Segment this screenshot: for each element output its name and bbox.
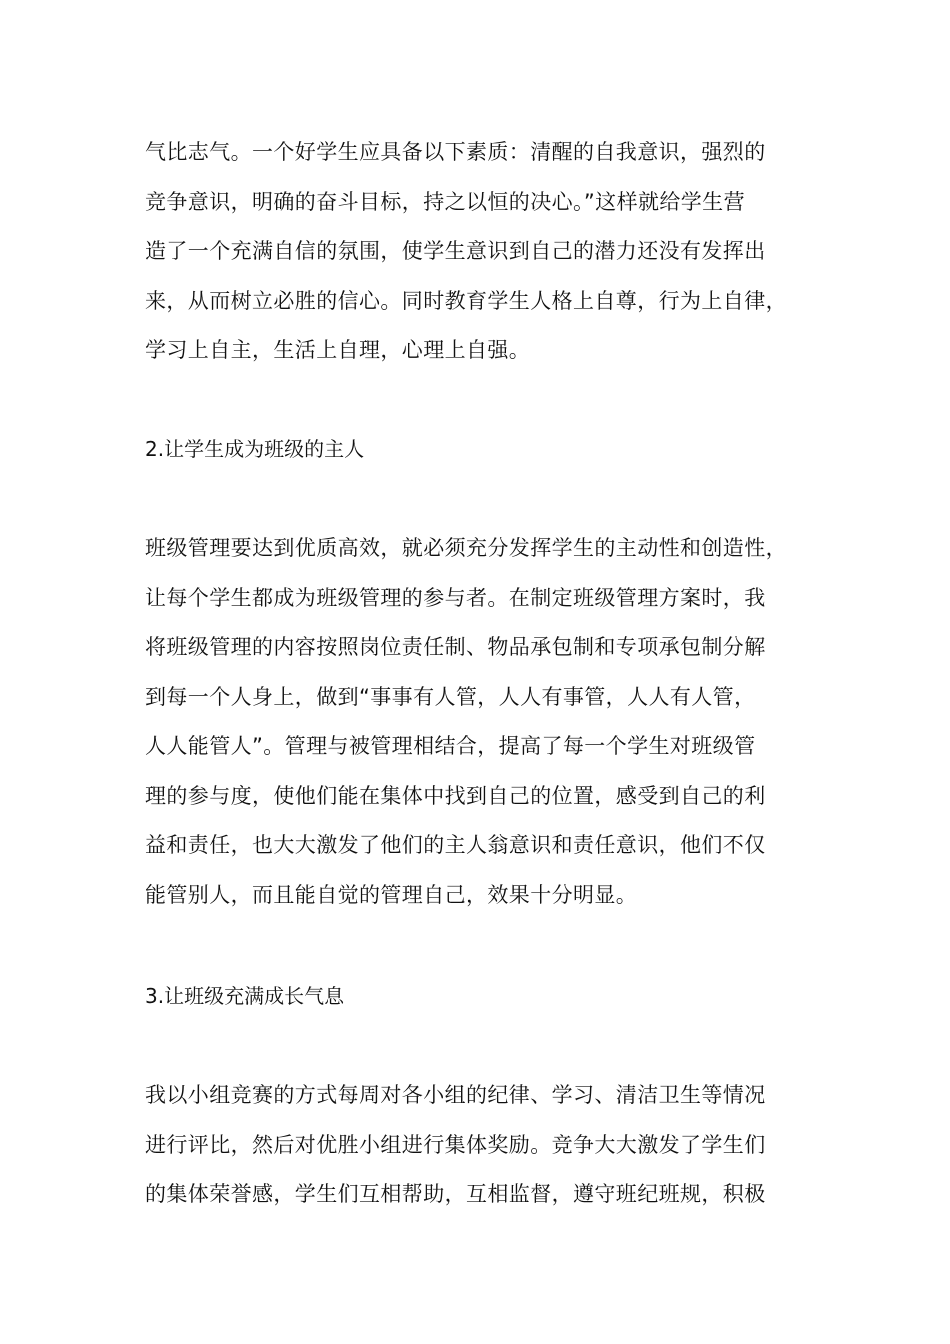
paragraph-line: 我以小组竞赛的方式每周对各小组的纪律、学习、清洁卫生等情况 bbox=[145, 1083, 766, 1107]
paragraph-line: 班级管理要达到优质高效，就必须充分发挥学生的主动性和创造性， bbox=[145, 536, 787, 560]
paragraph-line: 让每个学生都成为班级管理的参与者。在制定班级管理方案时，我 bbox=[145, 585, 766, 610]
paragraph-3 bbox=[145, 1071, 835, 1220]
paragraph-line: 的集体荣誉感，学生们互相帮助，互相监督，遵守班纪班规，积极 bbox=[145, 1182, 766, 1206]
paragraph-line: 进行评比，然后对优胜小组进行集体奖励。竞争大大激发了学生们 bbox=[145, 1132, 766, 1157]
paragraph-line: 益和责任，也大大激发了他们的主人翁意识和责任意识，他们不仅 bbox=[145, 833, 766, 857]
paragraph-line: 人人能管人”。管理与被管理相结合，提高了每一个学生对班级管 bbox=[145, 734, 756, 758]
section-heading-3: 3.让班级充满成长气息 bbox=[145, 984, 345, 1008]
paragraph-line: 造了一个充满自信的氛围，使学生意识到自己的潜力还没有发挥出 bbox=[145, 239, 766, 263]
paragraph-line: 将班级管理的内容按照岗位责任制、物品承包制和专项承包制分解 bbox=[145, 635, 766, 659]
paragraph-line: 气比志气。一个好学生应具备以下素质：清醒的自我意识，强烈的 bbox=[145, 140, 766, 164]
paragraph-line: 能管别人，而且能自觉的管理自己，效果十分明显。 bbox=[145, 882, 638, 907]
section-heading-2: 2.让学生成为班级的主人 bbox=[145, 437, 365, 461]
paragraph-line: 到每一个人身上，做到“事事有人管，人人有事管，人人有人管， bbox=[145, 684, 756, 709]
paragraph-2 bbox=[145, 524, 835, 920]
paragraph-line: 来，从而树立必胜的信心。同时教育学生人格上自尊，行为上自律， bbox=[145, 288, 787, 313]
paragraph-line: 理的参与度，使他们能在集体中找到自己的位置，感受到自己的利 bbox=[145, 783, 766, 808]
paragraph-line: 竞争意识，明确的奋斗目标，持之以恒的决心。”这样就给学生营 bbox=[145, 189, 745, 214]
paragraph-line: 学习上自主，生活上自理，心理上自强。 bbox=[145, 338, 531, 362]
paragraph-1 bbox=[145, 128, 835, 376]
